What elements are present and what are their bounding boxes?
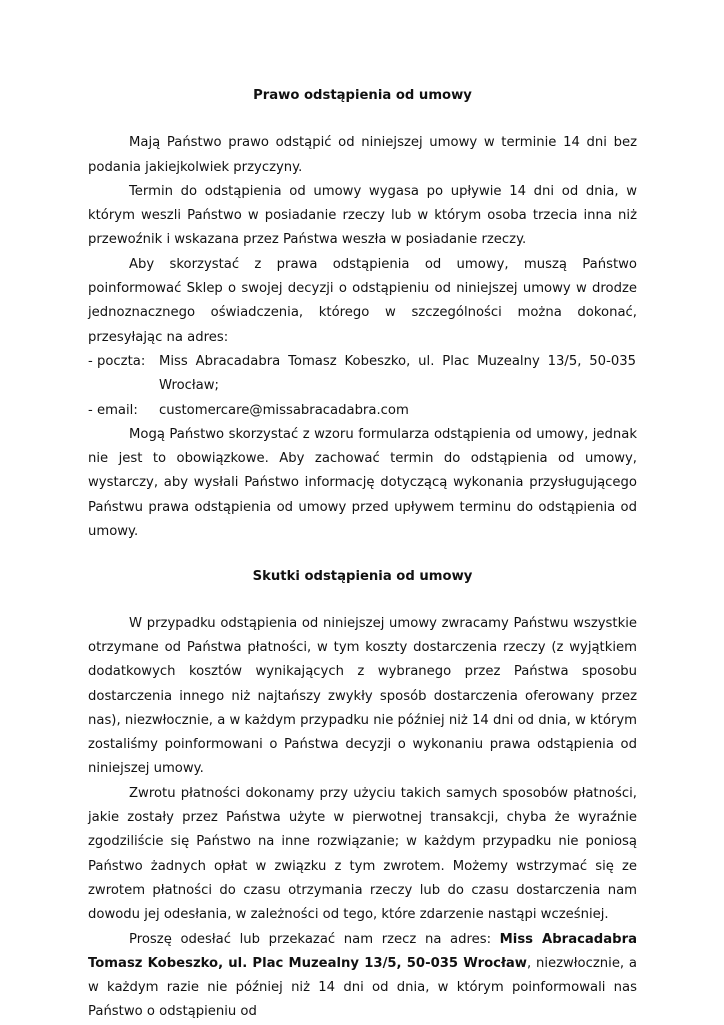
paragraph: Zwrotu płatności dokonamy przy użyciu takich samych sposobów płatności, jakie zostały przez Państwa użyte w pierwotnej transakcji, chyba że wyraźnie zgodziliście się Państwo na inne rozwiązanie; w każdym przypadku nie poniosą Państwo żadnych opłat w związku z tym zwrotem. Możemy wstrzymać się ze zwrotem płatności do czasu otrzymania rzeczy lub do czasu dostarczenia nam dowodu jej odesłania, w zależności od tego, które zdarzenie nastąpi wcześniej. [88, 785, 637, 923]
document-body [88, 84, 637, 1025]
paragraph: W przypadku odstąpienia od niniejszej umowy zwracamy Państwu wszystkie otrzymane od Państwa płatności, w tym koszty dostarczenia rzeczy (z wyjątkiem dodatkowych kosztów wynikających z wybranego przez Państwa sposobu dostarczenia innego niż najtańszy zwykły sposób dostarczenia oferowany przez nas), niezwłocznie, a w każdym przypadku nie później niż 14 dni od dnia, w którym zostaliśmy poinformowani o Państwa decyzji o wykonaniu prawa odstąpienia od niniejszej umowy. [88, 615, 637, 777]
section-title-withdrawal-effects: Skutki odstąpienia od umowy [252, 569, 473, 585]
paragraph: Aby skorzystać z prawa odstąpienia od umowy, muszą Państwo poinformować Sklep o swojej decyzji o odstąpieniu od niniejszej umowy w drodze jednoznacznego oświadczenia, którego w szczególności można dokonać, przesyłając na adres: [88, 256, 637, 345]
paragraph: Mogą Państwo skorzystać z wzoru formularza odstąpienia od umowy, jednak nie jest to obowiązkowe. Aby zachować termin do odstąpienia od umowy, wystarczy, aby wysłali Państwo informację dotyczącą wykonania przysługującego Państwu prawa odstąpienia od umowy przed upływem terminu do odstąpienia od umowy. [88, 426, 637, 540]
paragraph: Mają Państwo prawo odstąpić od niniejszej umowy w terminie 14 dni bez podania jakiejkolwiek przyczyny. [88, 135, 637, 175]
email-address: customercare@missabracadabra.com [159, 402, 409, 418]
paragraph: Termin do odstąpienia od umowy wygasa po upływie 14 dni od dnia, w którym weszli Państwo w posiadanie rzeczy lub w którym osoba trzecia inna niż przewoźnik i wskazana przez Państwa weszła w posiadanie rzeczy. [88, 183, 637, 248]
email-address-row [88, 399, 637, 423]
postal-address-row [88, 350, 637, 399]
paragraph [88, 928, 637, 1025]
postal-label: - poczta: [88, 353, 146, 369]
section-title-withdrawal-right: Prawo odstąpienia od umowy [253, 88, 472, 103]
paragraph-text: Proszę odesłać lub przekazać nam rzecz na adres: [129, 931, 500, 947]
paragraph-text: , niezwłocznie, a w każdym razie nie później niż 14 dni od dnia, w którym poinformowali nas Państwo o odstąpieniu od [88, 955, 637, 1020]
return-address: Miss Abracadabra Tomasz Kobeszko, ul. Plac Muzealny 13/5, 50-035 Wrocław [88, 931, 637, 971]
email-label: - email: [88, 402, 138, 418]
postal-address: Miss Abracadabra Tomasz Kobeszko, ul. Plac Muzealny 13/5, 50-035 Wrocław; [159, 353, 636, 394]
